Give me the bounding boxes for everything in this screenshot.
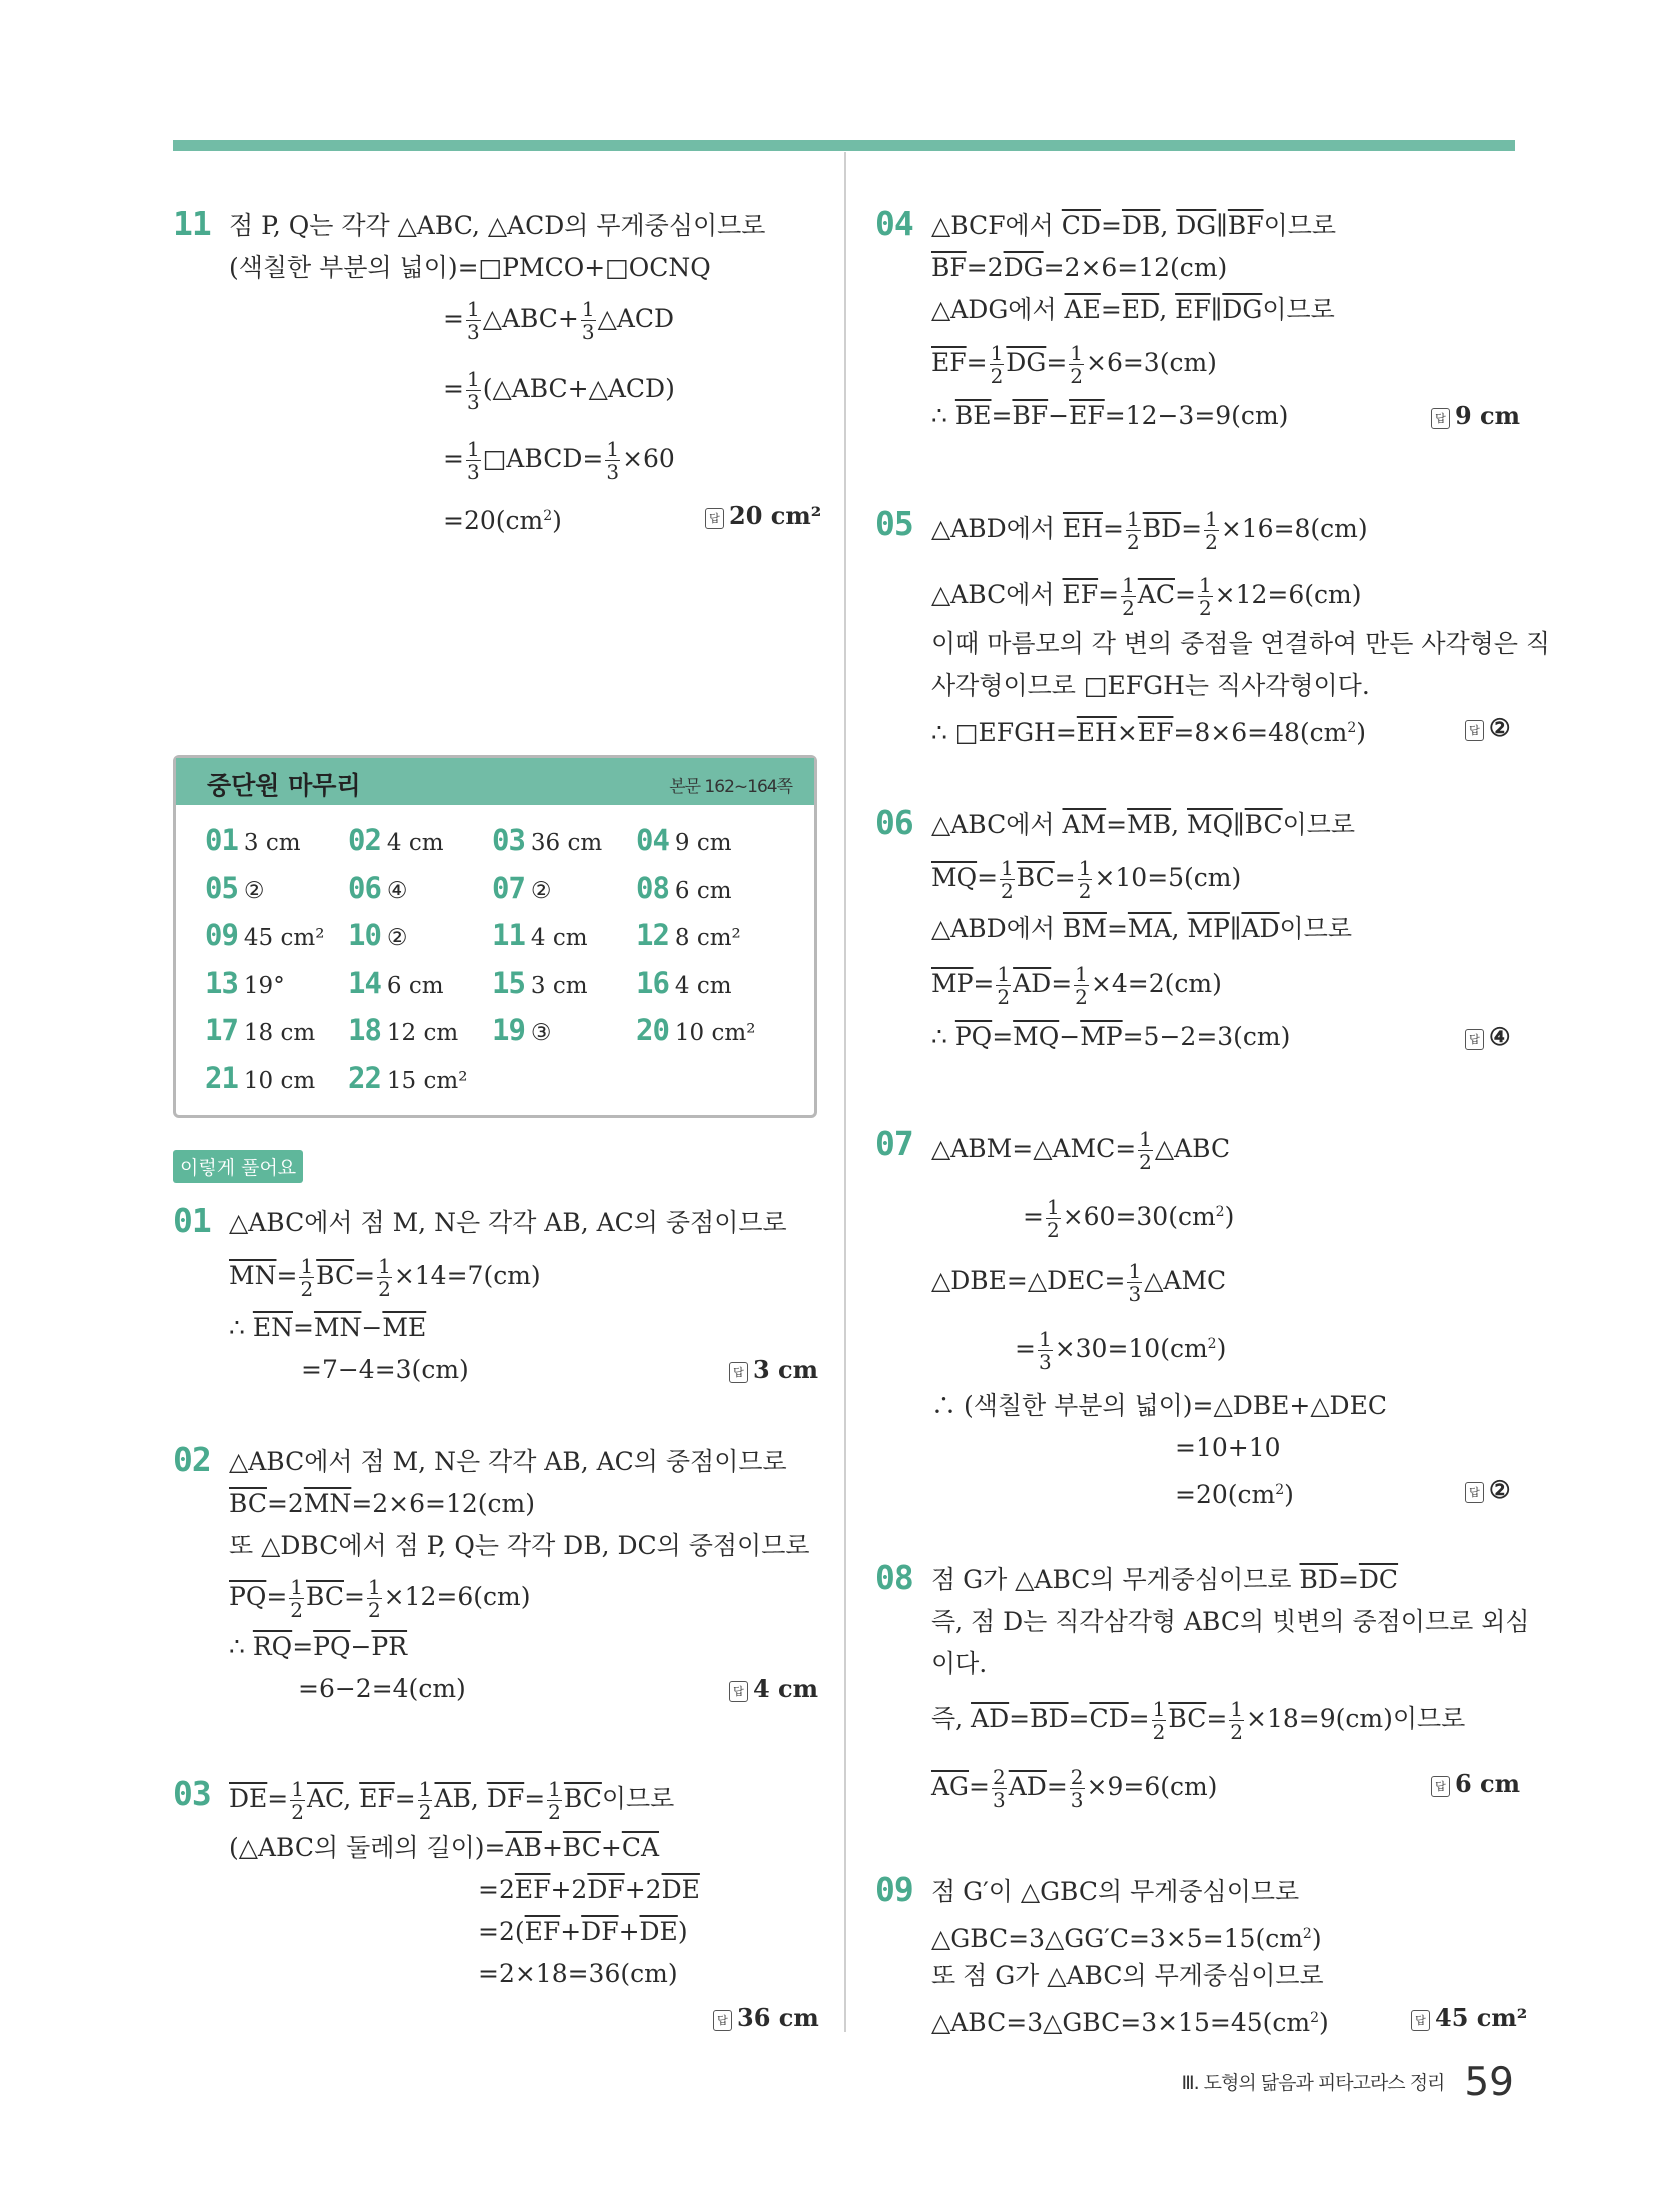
summary-answer-value: 18 cm (243, 1020, 316, 1046)
column-divider (844, 152, 846, 2032)
summary-answer-item (492, 823, 602, 857)
summary-answer-number: 08 (636, 870, 669, 905)
summary-answer-item (492, 966, 588, 1000)
answer-icon: 답 (1465, 1482, 1484, 1503)
summary-answer-item (348, 1013, 458, 1047)
equation-line: $\overline{DE}=$ $\frac{1}{2}$ $\overline{AC}$, $\overline{EF}=$ $\frac{1}{2}$ $\overline{AB}$, $\overline{DF}=$ $\frac{1}{2}$ $\overline{BC}$이므로 (229, 1777, 675, 1824)
summary-answer-value: 9 cm (674, 830, 732, 856)
equation-line: = $\frac{1}{3}$ △ABC+ $\frac{1}{3}$ △ACD (443, 297, 675, 344)
equation-line: △DBE=△DEC= $\frac{1}{3}$ △AMC (931, 1259, 1227, 1306)
summary-answer-number: 20 (636, 1013, 669, 1047)
equation-line: $\overline{PQ}=$ $\frac{1}{2}$ $\overline{BC}=$ $\frac{1}{2}$ ×12=6(cm) (229, 1575, 531, 1622)
problem-number: 11 (173, 204, 211, 243)
answer-icon: 답 (1431, 408, 1450, 429)
answer: 답 45 cm² (1411, 2000, 1527, 2036)
answer-icon: 답 (1465, 720, 1484, 741)
problem-number: 07 (875, 1124, 913, 1163)
summary-answer-value: 3 cm (530, 972, 588, 999)
answer: 답 4 cm (729, 1671, 818, 1707)
equation-line: $\overline{MQ}=$ $\frac{1}{2}$ $\overline{BC}=$ $\frac{1}{2}$ ×10=5(cm) (931, 856, 1242, 903)
summary-answer-item (205, 871, 265, 905)
summary-answer-value: ② (530, 877, 552, 904)
equation-line: △ABM=△AMC= $\frac{1}{2}$ △ABC (931, 1127, 1231, 1174)
answer: 답 20 cm² (705, 498, 821, 534)
summary-answer-number: 06 (348, 870, 381, 905)
summary-title: 중단원 마무리 (207, 771, 361, 800)
equation-line: =2×18=36(cm) (478, 1959, 678, 1988)
summary-answer-number: 04 (636, 823, 669, 857)
equation-line: =6−2=4(cm) (298, 1674, 466, 1703)
problem-number: 06 (875, 803, 913, 842)
summary-answer-value: 8 cm² (674, 925, 741, 951)
page-footer (1182, 2060, 1515, 2105)
equation-line: $\overline{MN}=$ $\frac{1}{2}$ $\overline{BC}=$ $\frac{1}{2}$ ×14=7(cm) (229, 1254, 541, 1301)
answer: 답 ② (1465, 710, 1511, 746)
problem-line: △ABC에서 점 M, N은 각각 AB, AC의 중점이므로 (229, 1208, 787, 1237)
problem-line: (색칠한 부분의 넓이)=□PMCO+□OCNQ (229, 253, 711, 282)
summary-answer-value: 4 cm (674, 972, 732, 999)
problem-number: 09 (875, 1870, 913, 1909)
summary-answer-number: 14 (348, 965, 381, 1000)
summary-answer-value: 4 cm (386, 830, 444, 856)
problem-number: 02 (173, 1440, 211, 1479)
equation-line: ∴ $\overline{BE}=\overline{BF}-\overline{EF}=12-3=9(cm)$ (931, 401, 1289, 430)
problem-line: △ABC에서 점 M, N은 각각 AB, AC의 중점이므로 (229, 1447, 787, 1476)
summary-answer-item (205, 918, 324, 952)
summary-answer-number: 18 (348, 1013, 381, 1047)
summary-box (173, 755, 817, 1118)
summary-answer-item (636, 1013, 755, 1047)
equation-line: $\overline{MP}=$ $\frac{1}{2}$ $\overline{AD}=$ $\frac{1}{2}$ ×4=2(cm) (931, 962, 1222, 1009)
equation-line: ∴ $\overline{EN}=\overline{MN}-\overline{ME}$ (229, 1313, 427, 1342)
problem-line: 이다. (931, 1649, 988, 1678)
summary-answer-item (636, 966, 732, 1000)
summary-answer-number: 16 (636, 965, 669, 1000)
summary-answer-item (492, 918, 588, 952)
summary-header (176, 758, 814, 805)
equation-line: =10+10 (1175, 1433, 1281, 1462)
equation-line: △ABD에서 $\overline{BM}=\overline{MA}$, $\overline{MP}\parallel\overline{AD}$이므로 (931, 914, 1352, 943)
equation-line: ∴ $\overline{PQ}=\overline{MQ}-\overline{MP}=5-2=3(cm)$ (931, 1022, 1291, 1051)
summary-answer-item (205, 1013, 315, 1047)
equation-line: $=20(cm^2)$ (1175, 1480, 1294, 1509)
equation-line: △BCF에서 $\overline{CD}=\overline{DB}$, $\overline{DG}\parallel\overline{BF}$이므로 (931, 211, 1337, 240)
summary-page-ref: 본문 162~164쪽 (669, 777, 792, 797)
equation-line: (△ABC의 둘레의 길이)$=\overline{AB}+\overline{BC}+\overline{CA}$ (229, 1833, 659, 1862)
equation-line: $\triangle GBC=3\triangle GG'C=3\times 5=15(cm^2)$ (931, 1924, 1322, 1953)
summary-answer-number: 10 (348, 918, 381, 952)
answer: 답 6 cm (1431, 1766, 1520, 1802)
page-number: 59 (1464, 2060, 1514, 2105)
summary-answer-item (205, 966, 285, 1000)
summary-answer-item (348, 871, 408, 905)
top-accent-bar (173, 140, 1515, 151)
summary-answer-number: 09 (205, 918, 238, 952)
summary-answer-number: 15 (492, 965, 525, 1000)
equation-line: 점 G가 △ABC의 무게중심이므로 $\overline{BD}=\overline{DC}$ (931, 1565, 1399, 1594)
summary-answer-value: 19° (243, 972, 285, 999)
equation-line: △ABC에서 $\overline{AM}=\overline{MB}$, $\overline{MQ}\parallel\overline{BC}$이므로 (931, 810, 1356, 839)
summary-answer-value: ③ (530, 1020, 552, 1046)
equation-line: $=20(cm^2)$ (443, 506, 562, 535)
summary-answer-value: 45 cm² (243, 925, 325, 951)
equation-line: $=2\overline{EF}+2\overline{DF}+2\overline{DE}$ (478, 1875, 700, 1904)
problem-number: 03 (173, 1774, 211, 1813)
summary-answer-item (636, 823, 732, 857)
answer-icon: 답 (1411, 2010, 1430, 2031)
problem-number: 05 (875, 504, 913, 543)
answer-icon: 답 (729, 1362, 748, 1383)
answer-icon: 답 (1465, 1029, 1484, 1050)
problem-line: 점 G′이 △GBC의 무게중심이므로 (931, 1877, 1300, 1906)
summary-answer-item (492, 871, 552, 905)
equation-line: $\overline{BF}=2\overline{DG}=2\times 6=12(cm)$ (931, 253, 1228, 282)
chapter-title: Ⅲ. 도형의 닮음과 피타고라스 정리 (1181, 2072, 1445, 2094)
summary-answer-item (348, 966, 444, 1000)
equation-line: ∴ (색칠한 부분의 넓이)=△DBE+△DEC (931, 1391, 1387, 1420)
equation-line: ∴ $□EFGH=\overline{EH}\times\overline{EF}=8\times 6=48(cm^2)$ (931, 718, 1367, 747)
equation-line: 즉, $\overline{AD}=\overline{BD}=\overline{CD}=$ $\frac{1}{2}$ $\overline{BC}=$ $\frac{1}{2}$ ×18=9(cm)이므로 (931, 1697, 1466, 1744)
problem-line: 즉, 점 D는 직각삼각형 ABC의 빗변의 중점이므로 외심 (931, 1607, 1530, 1636)
summary-answer-value: 10 cm (243, 1067, 316, 1094)
summary-answer-item (348, 918, 408, 952)
summary-answer-number: 13 (205, 965, 238, 1000)
summary-answer-number: 22 (348, 1060, 381, 1095)
answer: 답 3 cm (729, 1352, 818, 1388)
problem-line: 이때 마름모의 각 변의 중점을 연결하여 만든 사각형은 직 (931, 629, 1551, 658)
summary-answer-number: 21 (205, 1060, 238, 1095)
problem-line: 점 P, Q는 각각 △ABC, △ACD의 무게중심이므로 (229, 211, 766, 240)
equation-line: $\triangle ABC=3\triangle GBC=3\times 15=45(cm^2)$ (931, 2008, 1329, 2037)
summary-answer-item (636, 871, 732, 905)
summary-answer-value: 36 cm (530, 830, 603, 856)
problem-number: 01 (173, 1201, 211, 1240)
summary-answer-number: 02 (348, 823, 381, 857)
summary-answer-number: 12 (636, 918, 669, 952)
answer-icon: 답 (713, 2010, 732, 2031)
summary-answer-item (492, 1013, 552, 1047)
problem-number: 04 (875, 204, 913, 243)
equation-line: $=2(\overline{EF}+\overline{DF}+\overline{DE})$ (478, 1917, 688, 1946)
problem-line: 또 점 G가 △ABC의 무게중심이므로 (931, 1961, 1324, 1990)
summary-answer-value: 3 cm (243, 830, 301, 856)
equation-line: $\overline{AG}=$ $\frac{2}{3}$ $\overline{AD}=$ $\frac{2}{3}$ ×9=6(cm) (931, 1765, 1218, 1812)
summary-answer-number: 03 (492, 823, 525, 857)
answer-icon: 답 (729, 1681, 748, 1702)
equation-line: $\overline{BC}=2\overline{MN}=2\times 6=12(cm)$ (229, 1489, 535, 1518)
summary-answer-number: 11 (492, 918, 525, 952)
summary-answer-value: ② (243, 877, 265, 904)
summary-answer-number: 19 (492, 1013, 525, 1047)
summary-answer-value: 12 cm (386, 1020, 459, 1046)
summary-answer-value: ④ (386, 877, 408, 904)
equation-line: = $\frac{1}{3}$ □ABCD= $\frac{1}{3}$ ×60 (443, 437, 675, 484)
solution-tag: 이렇게 풀어요 (173, 1150, 303, 1183)
equation-line: =7−4=3(cm) (301, 1355, 469, 1384)
equation-line: ∴ $\overline{RQ}=\overline{PQ}-\overline{PR}$ (229, 1632, 408, 1661)
summary-answer-item (636, 918, 741, 952)
summary-answer-item (348, 823, 444, 857)
summary-answer-value: 15 cm² (386, 1067, 468, 1094)
equation-line: $\overline{EF}=$ $\frac{1}{2}$ $\overline{DG}=$ $\frac{1}{2}$ ×6=3(cm) (931, 341, 1217, 388)
equation-line: △ADG에서 $\overline{AE}=\overline{ED}$, $\overline{EF}\parallel\overline{DG}$이므로 (931, 295, 1335, 324)
equation-line: = $\frac{1}{3}$ (△ABC+△ACD) (443, 367, 675, 414)
summary-answer-number: 07 (492, 870, 525, 905)
summary-answer-item (348, 1061, 467, 1095)
answer: 답 9 cm (1431, 398, 1520, 434)
summary-answer-value: 10 cm² (674, 1020, 756, 1046)
summary-answer-number: 05 (205, 870, 238, 905)
problem-line: 또 △DBC에서 점 P, Q는 각각 DB, DC의 중점이므로 (229, 1531, 810, 1560)
equation-line: = $\frac{1}{2}$ $\times 60=30(cm^2)$ (1023, 1195, 1235, 1242)
equation-line: △ABC에서 $\overline{EF}=$ $\frac{1}{2}$ $\overline{AC}=$ $\frac{1}{2}$ ×12=6(cm) (931, 573, 1362, 620)
answer: 답 ④ (1465, 1019, 1511, 1055)
answer: 답 36 cm (713, 2000, 819, 2036)
summary-answer-value: ② (386, 925, 408, 951)
answer-icon: 답 (705, 508, 724, 529)
equation-line: △ABD에서 $\overline{EH}=$ $\frac{1}{2}$ $\overline{BD}=$ $\frac{1}{2}$ ×16=8(cm) (931, 507, 1368, 554)
problem-number: 08 (875, 1558, 913, 1597)
equation-line: = $\frac{1}{3}$ $\times 30=10(cm^2)$ (1015, 1327, 1227, 1374)
summary-answer-item (205, 1061, 315, 1095)
summary-answer-number: 17 (205, 1013, 238, 1047)
summary-answer-value: 6 cm (386, 972, 444, 999)
answer-icon: 답 (1431, 1776, 1450, 1797)
summary-answer-item (205, 823, 301, 857)
problem-line: 사각형이므로 □EFGH는 직사각형이다. (931, 671, 1370, 700)
summary-answer-value: 4 cm (530, 925, 588, 951)
summary-answer-value: 6 cm (674, 877, 732, 904)
summary-answer-number: 01 (205, 823, 238, 857)
answer: 답 ② (1465, 1472, 1511, 1508)
